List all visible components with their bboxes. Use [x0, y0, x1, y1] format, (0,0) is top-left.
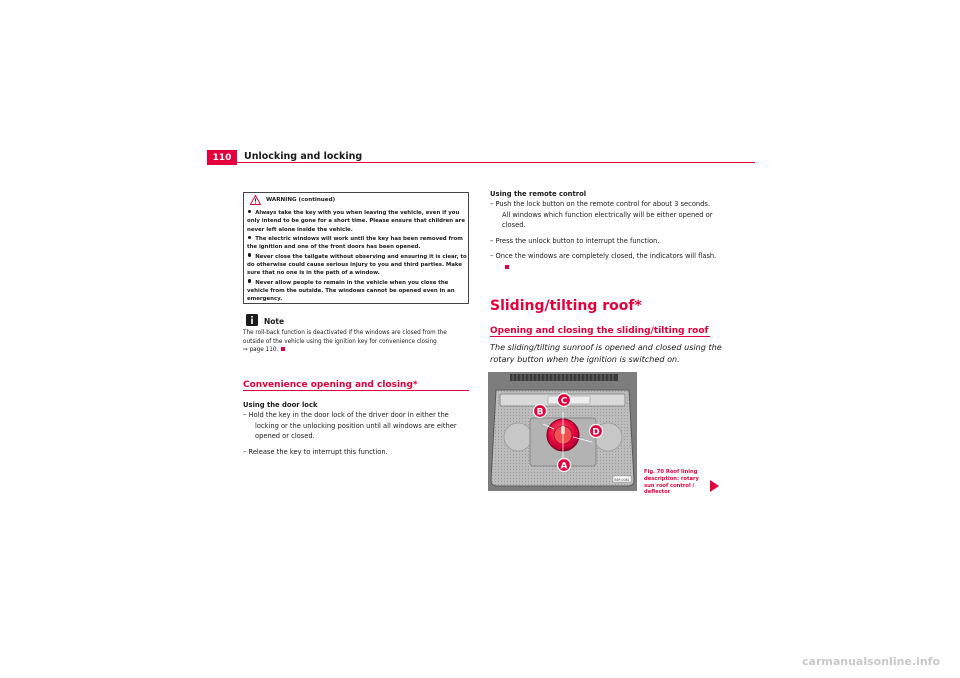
end-marker-icon — [505, 265, 509, 269]
end-marker-icon — [281, 347, 285, 351]
door-lock-step: – Release the key to interrupt this function. — [243, 447, 388, 456]
warning-item — [247, 279, 469, 304]
figure-caption: Fig. 70 Roof lining description: rotary sun roof control / deflector — [644, 469, 699, 496]
convenience-heading: Convenience opening and closing* — [243, 380, 418, 390]
sliding-roof-intro: The sliding/tilting sunroof is opened and closed using the rotary button when the ignition is switched on. — [490, 342, 722, 364]
remote-step-text: – Once the windows are completely closed, the indicators will flash. — [490, 252, 717, 260]
callout-c-label: C — [560, 396, 568, 407]
sliding-roof-heading: Sliding/tilting roof* — [490, 298, 642, 314]
callout-d-label: D — [592, 427, 600, 438]
note-text — [243, 329, 468, 355]
note-title: Note — [264, 317, 285, 326]
callout-c — [558, 394, 571, 407]
note-body: The roll-back function is deactivated if the windows are closed from the outside of the vehicle using the ignition key for convenience closing — [243, 330, 447, 345]
callout-a — [558, 459, 571, 472]
warning-item-text: The electric windows will work until the key has been removed from the ignition and one of the front doors has been opened. — [247, 236, 463, 251]
continue-arrow-icon — [710, 480, 719, 492]
opening-closing-heading: Opening and closing the sliding/tilting roof — [490, 326, 709, 336]
warning-triangle-icon — [250, 195, 261, 205]
warning-label: WARNING (continued) — [266, 197, 336, 203]
remote-step: – Press the unlock button to interrupt the function. — [490, 236, 660, 245]
bullet-icon — [248, 279, 251, 282]
warning-item — [247, 235, 469, 252]
warning-item-text: Always take the key with you when leaving the vehicle, even if you only intend to be gone for a short time. Please ensure that children are never left alone inside the vehicle. — [247, 210, 465, 233]
warning-list — [247, 209, 469, 305]
warning-header — [250, 195, 335, 205]
convenience-divider — [243, 390, 469, 391]
roof-control-illustration — [488, 372, 637, 491]
remote-step: – Push the lock button on the remote control for about 3 seconds. All windows which function electrically will be either opened or closed. — [490, 200, 713, 229]
page-number: 110 — [207, 150, 237, 165]
bullet-icon — [248, 210, 251, 213]
warning-item-text: Never allow people to remain in the vehicle when you close the vehicle from the outside. The windows cannot be opened even in an emergency. — [247, 279, 455, 303]
header-divider — [237, 162, 755, 163]
door-lock-section — [243, 401, 468, 457]
remote-section — [490, 190, 718, 272]
remote-title: Using the remote control — [490, 190, 587, 198]
running-header-title: Unlocking and locking — [244, 151, 363, 162]
note-page-link[interactable]: ⇒ page 110. — [243, 347, 279, 354]
note-info-icon — [246, 314, 258, 326]
bullet-icon — [248, 236, 251, 239]
roof-control-figure — [488, 372, 637, 491]
callout-d — [590, 425, 603, 438]
warning-item — [247, 253, 469, 278]
callout-b — [534, 405, 547, 418]
callout-a-label: A — [560, 461, 568, 472]
door-lock-title: Using the door lock — [243, 401, 318, 409]
warning-item-text: Never close the tailgate without observing and ensuring it is clear, to do otherwise could cause serious injury to you and third parties. Make sure that no one is in the path of a window. — [247, 253, 467, 277]
warning-item — [247, 209, 469, 234]
bullet-icon — [248, 253, 251, 256]
figure-code: B5P-0081 — [614, 478, 630, 482]
door-lock-step: – Hold the key in the door lock of the driver door in either the locking or the unlocking position until all windows are either opened or closed. — [243, 411, 457, 440]
footer-watermark: carmanualsonline.info — [802, 655, 940, 668]
remote-step — [490, 251, 718, 272]
opening-closing-divider — [490, 336, 710, 337]
callout-b-label: B — [536, 407, 544, 418]
warning-box — [243, 192, 469, 304]
